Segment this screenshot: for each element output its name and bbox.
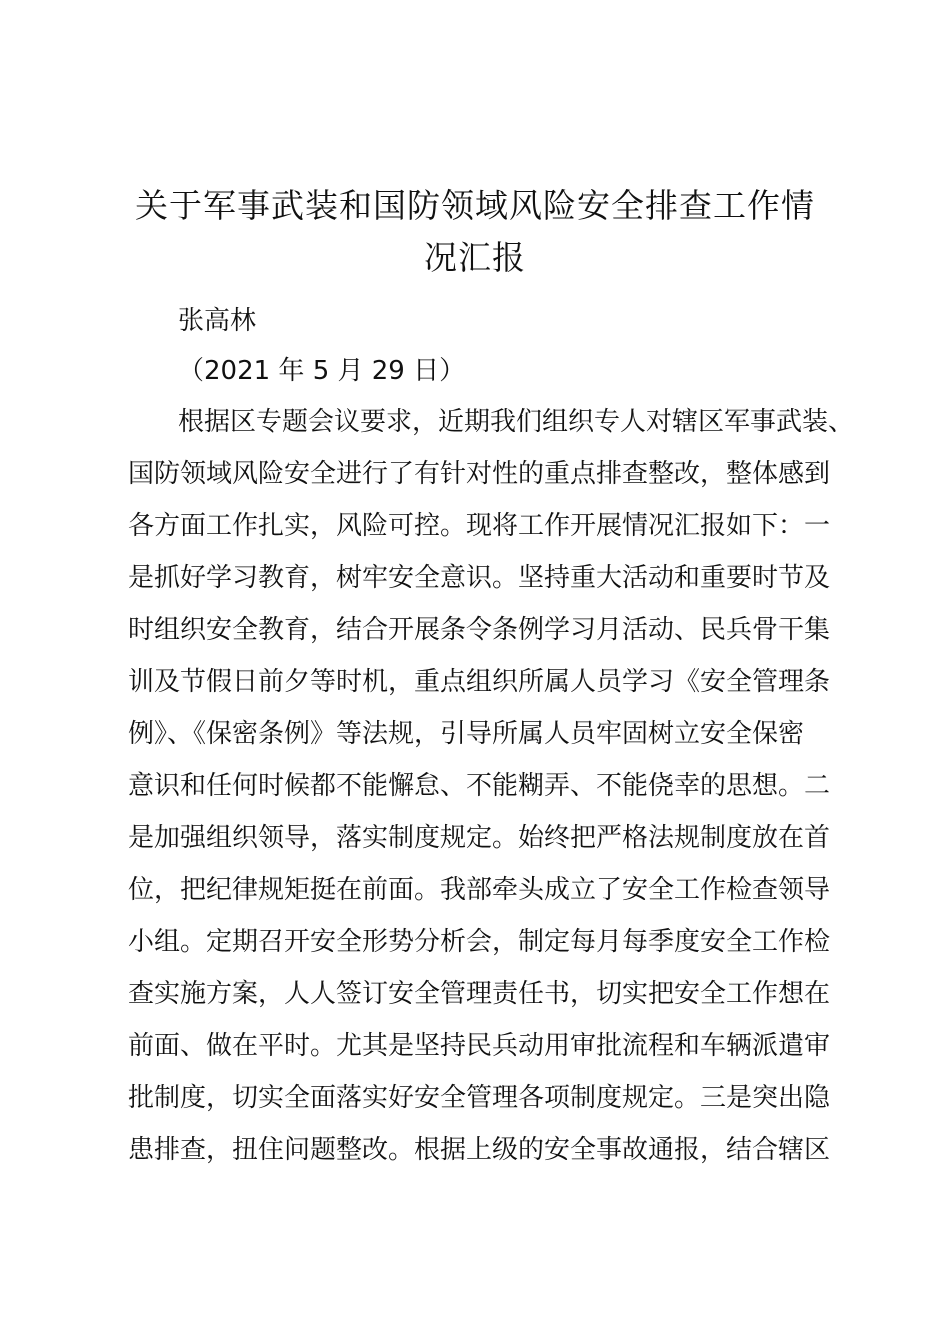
body-line: 小组。定期召开安全形势分析会，制定每月每季度安全工作检 [128, 927, 831, 957]
body-line: 是抓好学习教育，树牢安全意识。坚持重大活动和重要时节及 [128, 563, 831, 593]
report-date: （2021 年 5 月 29 日） [178, 356, 466, 386]
body-line: 根据区专题会议要求，近期我们组织专人对辖区军事武装、 [178, 407, 855, 437]
body-line: 批制度，切实全面落实好安全管理各项制度规定。三是突出隐 [128, 1083, 831, 1113]
document-title [100, 180, 850, 284]
body-line: 各方面工作扎实，风险可控。现将工作开展情况汇报如下：一 [128, 511, 831, 541]
body-paragraph [128, 402, 855, 1182]
body-line: 国防领域风险安全进行了有针对性的重点排查整改，整体感到 [128, 459, 831, 489]
body-line: 时组织安全教育，结合开展条令条例学习月活动、民兵骨干集 [128, 615, 831, 645]
body-line: 查实施方案，人人签订安全管理责任书，切实把安全工作想在 [128, 979, 831, 1009]
title-line-2: 况汇报 [424, 238, 526, 277]
body-line: 患排查，扭住问题整改。根据上级的安全事故通报，结合辖区 [128, 1135, 831, 1165]
body-line: 是加强组织领导，落实制度规定。始终把严格法规制度放在首 [128, 823, 831, 853]
body-line: 例》、《保密条例》等法规，引导所属人员牢固树立安全保密 [128, 719, 805, 749]
body-line: 前面、做在平时。尤其是坚持民兵动用审批流程和车辆派遣审 [128, 1031, 831, 1061]
author-name: 张高林 [178, 306, 257, 336]
body-line: 位，把纪律规矩挺在前面。我部牵头成立了安全工作检查领导 [128, 875, 831, 905]
title-line-1: 关于军事武装和国防领域风险安全排查工作情 [135, 186, 815, 225]
body-line: 意识和任何时候都不能懈怠、不能糊弄、不能侥幸的思想。二 [128, 771, 831, 801]
body-line: 训及节假日前夕等时机，重点组织所属人员学习《安全管理条 [128, 667, 831, 697]
